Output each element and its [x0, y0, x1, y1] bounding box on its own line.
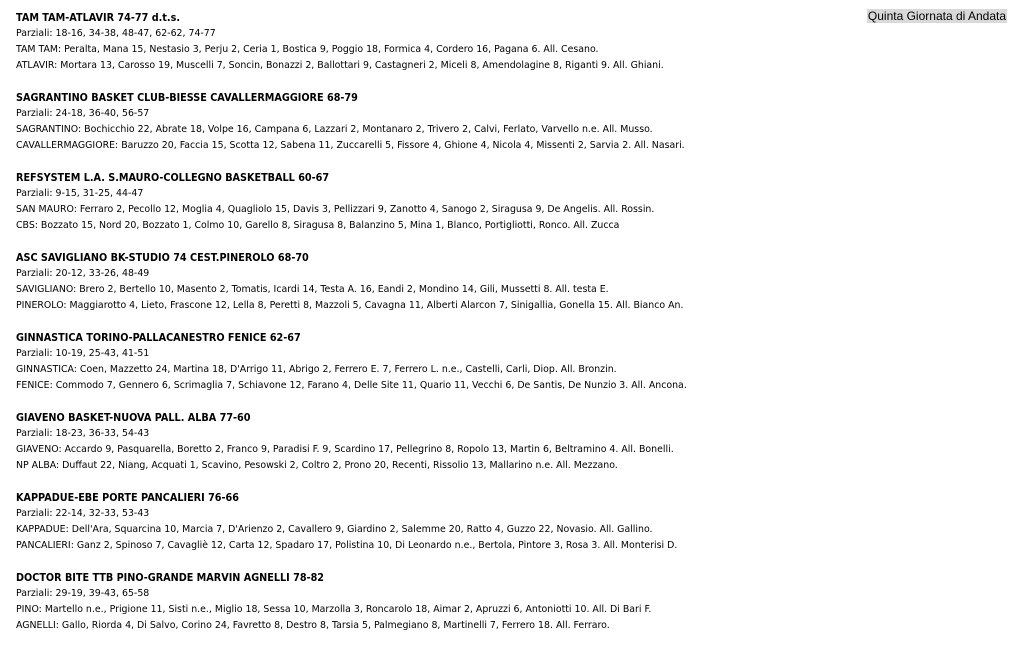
- game-partials: Parziali: 22-14, 32-33, 53-43: [16, 508, 150, 519]
- game-partials: Parziali: 24-18, 36-40, 56-57: [16, 108, 150, 119]
- game-result: [16, 170, 856, 234]
- away-roster: ATLAVIR: Mortara 13, Carosso 19, Muscelli 7, Soncin, Bonazzi 2, Ballottari 9, Castagneri 2, Miceli 8, Amendolagine 8, Riganti 9. All. Ghiani.: [16, 60, 664, 71]
- away-roster: NP ALBA: Duffaut 22, Niang, Acquati 1, Scavino, Pesowski 2, Coltro 2, Prono 20, Recenti, Rissolio 13, Mallarino n.e. All. Mezzano.: [16, 460, 618, 471]
- game-partials: Parziali: 18-16, 34-38, 48-47, 62-62, 74-77: [16, 28, 216, 39]
- home-roster: GIAVENO: Accardo 9, Pasquarella, Boretto 2, Franco 9, Paradisi F. 9, Scardino 17, Pellegrino 8, Ropolo 13, Martin 6, Beltramino 4. All. Bonelli.: [16, 444, 674, 455]
- results-list: [16, 10, 856, 650]
- game-result: [16, 490, 856, 554]
- round-label: Quinta Giornata di Andata: [867, 9, 1006, 23]
- game-result: [16, 410, 856, 474]
- game-title: TAM TAM-ATLAVIR 74-77 d.t.s.: [16, 12, 180, 24]
- game-result: [16, 570, 856, 634]
- game-title: SAGRANTINO BASKET CLUB-BIESSE CAVALLERMAGGIORE 68-79: [16, 92, 358, 104]
- home-roster: GINNASTICA: Coen, Mazzetto 24, Martina 18, D'Arrigo 11, Abrigo 2, Ferrero E. 7, Ferrero L. n.e., Castelli, Carli, Diop. All. Bronzin.: [16, 364, 617, 375]
- home-roster: TAM TAM: Peralta, Mana 15, Nestasio 3, Perju 2, Ceria 1, Bostica 9, Poggio 18, Formica 4, Cordero 16, Pagana 6. All. Cesano.: [16, 44, 599, 55]
- game-partials: Parziali: 9-15, 31-25, 44-47: [16, 188, 144, 199]
- away-roster: PANCALIERI: Ganz 2, Spinoso 7, Cavagliè 12, Carta 12, Spadaro 17, Polistina 10, Di Leonardo n.e., Bertola, Pintore 3, Rosa 3. All. Monterisi D.: [16, 540, 678, 551]
- game-result: [16, 10, 856, 74]
- away-roster: FENICE: Commodo 7, Gennero 6, Scrimaglia 7, Schiavone 12, Farano 4, Delle Site 11, Quario 11, Vecchi 6, De Santis, De Nunzio 3. All. Ancona.: [16, 380, 687, 391]
- game-title: GIAVENO BASKET-NUOVA PALL. ALBA 77-60: [16, 412, 251, 424]
- away-roster: CAVALLERMAGGIORE: Baruzzo 20, Faccia 15, Scotta 12, Sabena 11, Zuccarelli 5, Fissore 4, Ghione 4, Nicola 4, Missenti 2, Sarvia 2. All. Nasari.: [16, 140, 685, 151]
- game-partials: Parziali: 29-19, 39-43, 65-58: [16, 588, 150, 599]
- game-title: ASC SAVIGLIANO BK-STUDIO 74 CEST.PINEROLO 68-70: [16, 252, 309, 264]
- game-result: [16, 330, 856, 394]
- game-title: DOCTOR BITE TTB PINO-GRANDE MARVIN AGNELLI 78-82: [16, 572, 325, 584]
- home-roster: SAN MAURO: Ferraro 2, Pecollo 12, Moglia 4, Quagliolo 15, Davis 3, Pellizzari 9, Zanotto 4, Sanogo 2, Siragusa 9, De Angelis. All. Rossin.: [16, 204, 655, 215]
- game-partials: Parziali: 20-12, 33-26, 48-49: [16, 268, 150, 279]
- game-partials: Parziali: 18-23, 36-33, 54-43: [16, 428, 150, 439]
- game-title: GINNASTICA TORINO-PALLACANESTRO FENICE 62-67: [16, 332, 301, 344]
- home-roster: SAGRANTINO: Bochicchio 22, Abrate 18, Volpe 16, Campana 6, Lazzari 2, Montanaro 2, Trivero 2, Calvi, Ferlato, Varvello n.e. All. Musso.: [16, 124, 653, 135]
- game-result: [16, 250, 856, 314]
- away-roster: AGNELLI: Gallo, Riorda 4, Di Salvo, Corino 24, Favretto 8, Destro 8, Tarsia 5, Palmegiano 8, Martinelli 7, Ferrero 18. All. Ferraro.: [16, 620, 610, 631]
- home-roster: PINO: Martello n.e., Prigione 11, Sisti n.e., Miglio 18, Sessa 10, Marzolla 3, Roncarolo 18, Aimar 2, Apruzzi 6, Antoniotti 10. All. Di Bari F.: [16, 604, 652, 615]
- game-title: REFSYSTEM L.A. S.MAURO-COLLEGNO BASKETBALL 60-67: [16, 172, 330, 184]
- home-roster: SAVIGLIANO: Brero 2, Bertello 10, Masento 2, Tomatis, Icardi 14, Testa A. 16, Eandi 2, Mondino 14, Gili, Mussetti 8. All. testa E.: [16, 284, 609, 295]
- game-partials: Parziali: 10-19, 25-43, 41-51: [16, 348, 150, 359]
- game-title: KAPPADUE-EBE PORTE PANCALIERI 76-66: [16, 492, 239, 504]
- game-result: [16, 90, 856, 154]
- away-roster: PINEROLO: Maggiarotto 4, Lieto, Frascone 12, Lella 8, Peretti 8, Mazzoli 5, Cavagna 11, Alberti Alarcon 7, Sinigallia, Gonella 15. All. Bianco An.: [16, 300, 684, 311]
- home-roster: KAPPADUE: Dell'Ara, Squarcina 10, Marcia 7, D'Arienzo 2, Cavallero 9, Giardino 2, Salemme 20, Ratto 4, Guzzo 22, Novasio. All. Gallino.: [16, 524, 653, 535]
- away-roster: CBS: Bozzato 15, Nord 20, Bozzato 1, Colmo 10, Garello 8, Siragusa 8, Balanzino 5, Mina 1, Blanco, Portigliotti, Ronco. All. Zucca: [16, 220, 620, 231]
